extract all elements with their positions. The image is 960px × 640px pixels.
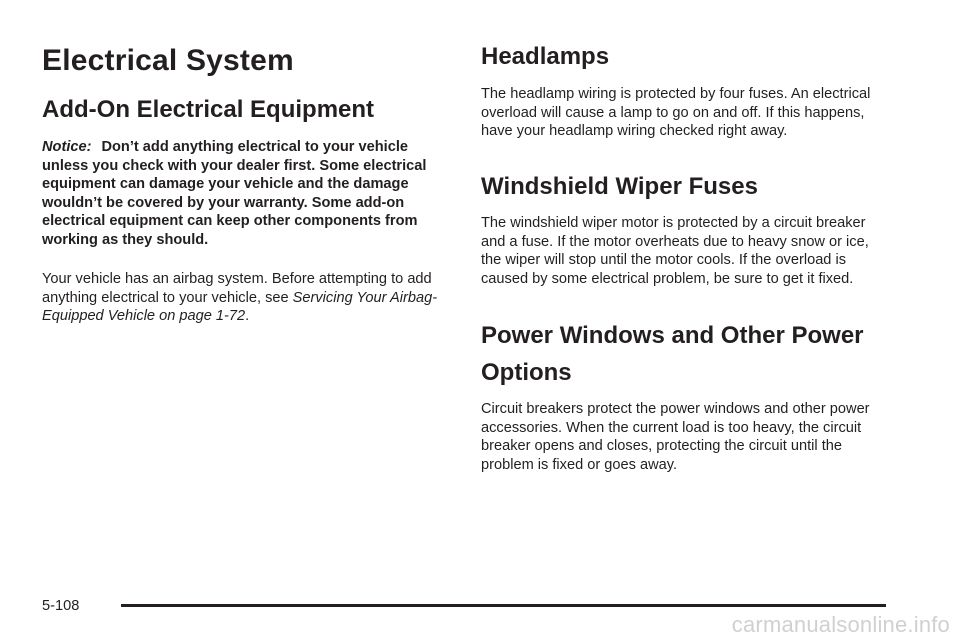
windshield-wiper-paragraph: The windshield wiper motor is protected by a circuit breaker and a fuse. If the motor overheats due to heavy snow or ice, the wiper will stop until the motor cools. If the overload is caused by some electrical problem, be sure to get it fixed. (481, 215, 869, 287)
notice-paragraph (42, 138, 442, 250)
airbag-text-end: . (245, 308, 250, 325)
add-on-electrical-heading: Add-On Electrical Equipment (42, 96, 375, 123)
notice-text: Don’t add anything electrical to your vehicle unless you check with your dealer first. Some electrical equipment can damage your vehicle and the damage wouldn’t be covered by your warranty. Some add-on electrical equipment can keep other components from working as they should. (42, 139, 427, 248)
notice-label: Notice: (42, 139, 92, 155)
page-title: Electrical System (42, 44, 294, 77)
power-windows-heading: Power Windows and Other Power Options (481, 322, 864, 386)
page-number: 5-108 (42, 598, 80, 614)
headlamps-heading: Headlamps (481, 43, 610, 70)
footer-rule (121, 604, 886, 607)
airbag-paragraph (42, 270, 452, 326)
airbag-text: Your vehicle has an airbag system. Before attempting to add anything electrical to your vehicle, see (42, 271, 432, 306)
airbag-cross-reference-link[interactable]: Servicing Your Airbag-Equipped Vehicle on page 1-72 (42, 289, 438, 325)
windshield-wiper-fuses-heading: Windshield Wiper Fuses (481, 173, 758, 200)
power-windows-paragraph: Circuit breakers protect the power windows and other power accessories. When the current load is too heavy, the circuit breaker opens and closes, protecting the circuit until the problem is fixed or goes away. (481, 401, 870, 473)
watermark: carmanualsonline.info (731, 612, 950, 637)
headlamps-paragraph: The headlamp wiring is protected by four fuses. An electrical overload will cause a lamp to go on and off. If this happens, have your headlamp wiring checked right away. (481, 86, 871, 140)
